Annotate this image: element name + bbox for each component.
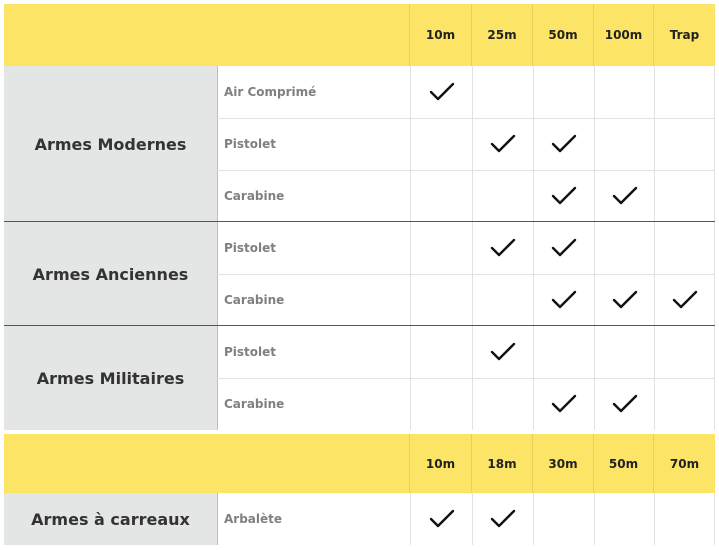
row-divider — [217, 170, 715, 171]
checkmark-icon — [551, 134, 577, 154]
checkmark-icon — [490, 342, 516, 362]
empty-cell — [472, 66, 533, 118]
checkmark-icon — [490, 238, 516, 258]
check-cell — [472, 326, 533, 378]
category-label: Armes à carreaux — [4, 493, 217, 545]
empty-cell — [594, 493, 654, 545]
empty-cell — [533, 66, 594, 118]
header2-col-2: 18m — [472, 434, 533, 493]
weapon-label: Carabine — [217, 170, 410, 222]
weapon-label: Pistolet — [217, 326, 410, 378]
checkmark-icon — [551, 394, 577, 414]
check-cell — [594, 378, 654, 430]
header2-col-4: 50m — [594, 434, 654, 493]
checkmark-icon — [672, 290, 698, 310]
header-row-distances-crossbow — [4, 434, 715, 493]
checkmark-icon — [551, 186, 577, 206]
empty-cell — [472, 378, 533, 430]
empty-cell — [654, 493, 715, 545]
empty-cell — [654, 170, 715, 222]
header-row-distances — [4, 4, 715, 66]
weapon-label: Carabine — [217, 274, 410, 326]
empty-cell — [594, 118, 654, 170]
empty-cell — [654, 222, 715, 274]
row-divider — [217, 118, 715, 119]
check-cell — [594, 274, 654, 326]
header2-col-3: 30m — [533, 434, 594, 493]
right-border — [714, 493, 715, 545]
checkmark-icon — [612, 394, 638, 414]
header-col-2: 25m — [472, 4, 533, 66]
right-border — [714, 66, 715, 222]
header-col-5: Trap — [669, 28, 700, 42]
empty-cell — [410, 170, 472, 222]
empty-cell — [410, 222, 472, 274]
empty-cell — [533, 493, 594, 545]
empty-cell — [654, 118, 715, 170]
weapon-label: Pistolet — [217, 118, 410, 170]
weapon-label: Air Comprimé — [217, 66, 410, 118]
checkmark-icon — [551, 238, 577, 258]
checkmark-icon — [429, 509, 455, 529]
empty-cell — [654, 66, 715, 118]
checkmark-icon — [429, 82, 455, 102]
category-label: Armes Militaires — [4, 326, 217, 430]
check-cell — [533, 170, 594, 222]
checkmark-icon — [490, 134, 516, 154]
empty-cell — [410, 378, 472, 430]
checkmark-icon — [490, 509, 516, 529]
header-blank — [4, 4, 410, 66]
check-cell — [472, 118, 533, 170]
check-cell — [472, 493, 533, 545]
checkmark-icon — [612, 290, 638, 310]
row-divider — [217, 274, 715, 275]
weapon-label: Arbalète — [217, 493, 410, 545]
check-cell — [533, 222, 594, 274]
check-cell — [410, 66, 472, 118]
empty-cell — [410, 274, 472, 326]
weapon-label: Pistolet — [217, 222, 410, 274]
header2-col-1: 10m — [410, 434, 472, 493]
empty-cell — [472, 170, 533, 222]
header2-blank — [4, 434, 410, 493]
empty-cell — [533, 326, 594, 378]
check-cell — [533, 378, 594, 430]
table-body-crossbow — [4, 493, 715, 545]
empty-cell — [654, 378, 715, 430]
category-label: Armes Modernes — [4, 66, 217, 222]
right-border — [714, 222, 715, 326]
header-col-4: 100m — [594, 4, 654, 66]
weapon-label: Carabine — [217, 378, 410, 430]
row-divider — [217, 378, 715, 379]
empty-cell — [472, 274, 533, 326]
check-cell — [654, 274, 715, 326]
right-border — [714, 326, 715, 430]
check-cell — [533, 118, 594, 170]
empty-cell — [594, 66, 654, 118]
check-cell — [410, 493, 472, 545]
header2-col-5: 70m — [669, 456, 700, 471]
check-cell — [594, 170, 654, 222]
header-col-3: 50m — [533, 4, 594, 66]
empty-cell — [594, 222, 654, 274]
checkmark-icon — [612, 186, 638, 206]
empty-cell — [654, 326, 715, 378]
empty-cell — [594, 326, 654, 378]
header-col-1: 10m — [410, 4, 472, 66]
empty-cell — [410, 326, 472, 378]
check-cell — [533, 274, 594, 326]
check-cell — [472, 222, 533, 274]
table-body-main — [4, 66, 715, 430]
category-label: Armes Anciennes — [4, 222, 217, 326]
checkmark-icon — [551, 290, 577, 310]
empty-cell — [410, 118, 472, 170]
